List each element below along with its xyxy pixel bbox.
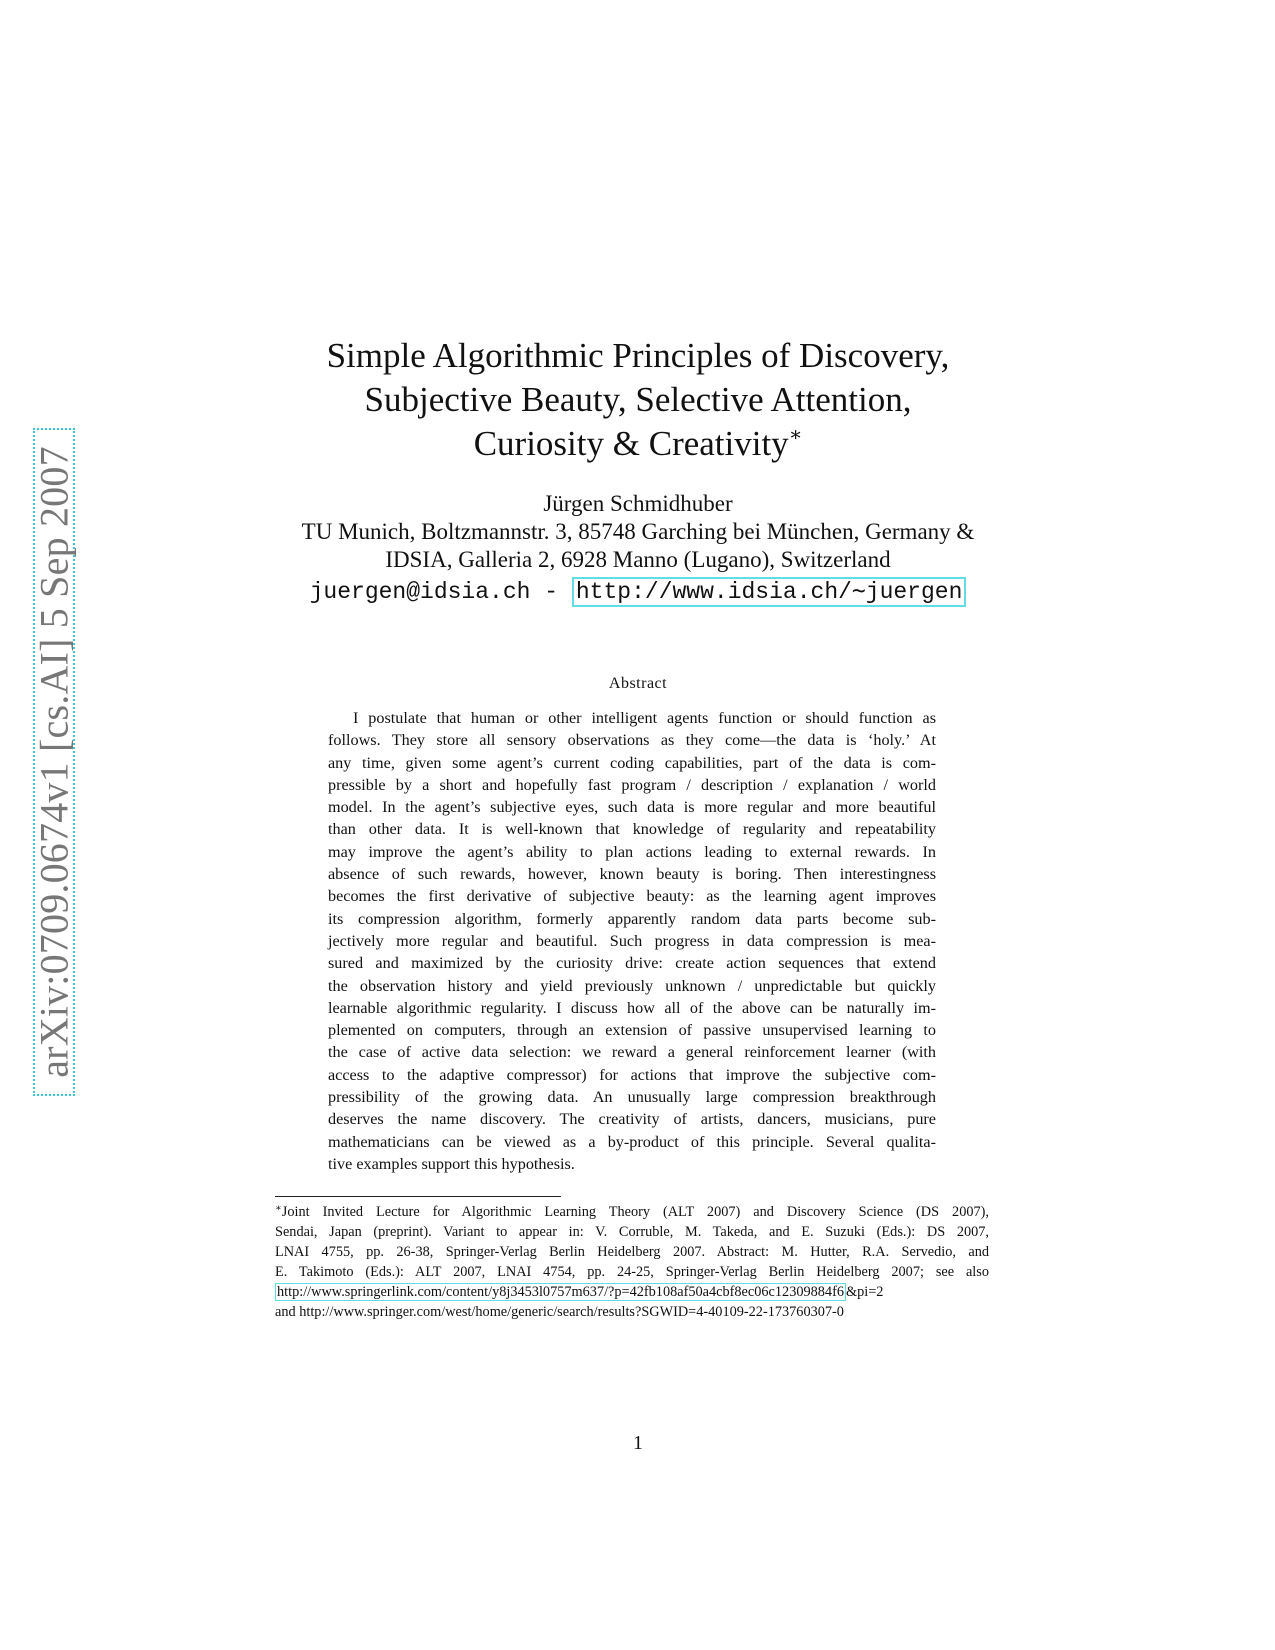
abstract-line: may improve the agent’s ability to plan actions leading to external rewards. In	[328, 842, 936, 861]
footnote-line-5	[275, 1282, 989, 1302]
footnote	[275, 1202, 989, 1322]
abstract-line: the observation history and yield previously unknown / unpredictable but quickly	[328, 976, 936, 995]
abstract-line: plemented on computers, through an extension of passive unsupervised learning to	[328, 1021, 936, 1040]
abstract-line: any time, given some agent’s current coding capabilities, part of the data is com-	[328, 753, 936, 772]
footnote-mark: ∗	[275, 1203, 282, 1214]
abstract-line: the case of active data selection: we reward a general reinforcement learner (with	[328, 1043, 936, 1062]
footnote-line-6: and http://www.springer.com/west/home/generic/search/results?SGWID=4-40109-22-173760307-0	[275, 1304, 844, 1320]
footnote-line-4: E. Takimoto (Eds.): ALT 2007, LNAI 4754, pp. 24-25, Springer-Verlag Berlin Heidelberg 2007; see also	[275, 1264, 989, 1280]
arxiv-stamp-text: arXiv:0709.0674v1 [cs.AI] 5 Sep 2007	[31, 446, 77, 1078]
abstract-line: jectively more regular and beautiful. Such progress in data compression is mea-	[328, 931, 936, 950]
abstract-heading: Abstract	[608, 675, 668, 692]
arxiv-stamp[interactable]	[33, 428, 93, 1096]
footnote-rule	[275, 1196, 561, 1197]
author-name: Jürgen Schmidhuber	[543, 491, 733, 516]
contact-separator: -	[530, 579, 572, 605]
abstract-line: access to the adaptive compressor) for actions that improve the subjective com-	[328, 1065, 936, 1084]
abstract-line: tive examples support this hypothesis.	[328, 1154, 575, 1173]
footnote-line-2: Sendai, Japan (preprint). Variant to appear in: V. Corruble, M. Takeda, and E. Suzuki (Eds.): DS 2007,	[275, 1224, 989, 1240]
footnote-line-3: LNAI 4755, pp. 26-38, Springer-Verlag Berlin Heidelberg 2007. Abstract: M. Hutter, R.A. Servedio, and	[275, 1244, 989, 1260]
title-line-3-text: Curiosity & Creativity	[473, 424, 789, 463]
author-email: juergen@idsia.ch	[309, 579, 531, 605]
abstract-line: its compression algorithm, formerly apparently random data parts become sub-	[328, 909, 936, 928]
springerlink-link-suffix: &pi=2	[846, 1284, 884, 1300]
abstract-line: pressibility of the growing data. An unusually large compression breakthrough	[328, 1088, 936, 1107]
abstract-line: absence of such rewards, however, known beauty is boring. Then interestingness	[328, 865, 936, 884]
affiliation-line-1: TU Munich, Boltzmannstr. 3, 85748 Garching bei München, Germany &	[301, 519, 975, 544]
abstract-line: pressible by a short and hopefully fast program / description / explanation / world	[328, 775, 936, 794]
affiliation-line-2: IDSIA, Galleria 2, 6928 Manno (Lugano), Switzerland	[385, 547, 891, 572]
abstract-line: deserves the name discovery. The creativity of artists, dancers, musicians, pure	[328, 1110, 936, 1129]
paper-title	[238, 334, 1038, 466]
footnote-line-1	[275, 1202, 989, 1222]
abstract-line: model. In the agent’s subjective eyes, such data is more regular and more beautiful	[328, 798, 936, 817]
abstract-line: becomes the first derivative of subjective beauty: as the learning agent improves	[328, 887, 936, 906]
abstract-body	[328, 707, 936, 1175]
footnote-line-1-text: Joint Invited Lecture for Algorithmic Learning Theory (ALT 2007) and Discovery Science (DS 2007),	[281, 1204, 989, 1220]
author-homepage-link[interactable]: http://www.idsia.ch/∼juergen	[572, 577, 967, 607]
abstract-line: than other data. It is well-known that knowledge of regularity and repeatability	[328, 820, 936, 839]
abstract-line: I postulate that human or other intelligent agents function or should function as	[353, 709, 936, 727]
abstract-line: follows. They store all sensory observations as they come—the data is ‘holy.’ At	[328, 731, 936, 750]
author-affiliation	[238, 518, 1038, 574]
abstract-line: sured and maximized by the curiosity drive: create action sequences that extend	[328, 954, 936, 973]
title-line-1: Simple Algorithmic Principles of Discovery,	[326, 336, 950, 375]
title-footnote-mark[interactable]: ∗	[788, 424, 803, 446]
abstract-line: mathematicians can be viewed as a by-product of this principle. Several qualita-	[328, 1132, 936, 1151]
author-contact	[238, 578, 1038, 606]
title-line-2: Subjective Beauty, Selective Attention,	[364, 380, 912, 419]
abstract-line: learnable algorithmic regularity. I discuss how all of the above can be naturally im-	[328, 998, 936, 1017]
title-line-3	[238, 422, 1038, 466]
springerlink-link[interactable]: http://www.springerlink.com/content/y8j3453l0757m637/?p=42fb108af50a4cbf8ec06c12309884f6	[277, 1284, 844, 1300]
page-number: 1	[633, 1432, 643, 1454]
